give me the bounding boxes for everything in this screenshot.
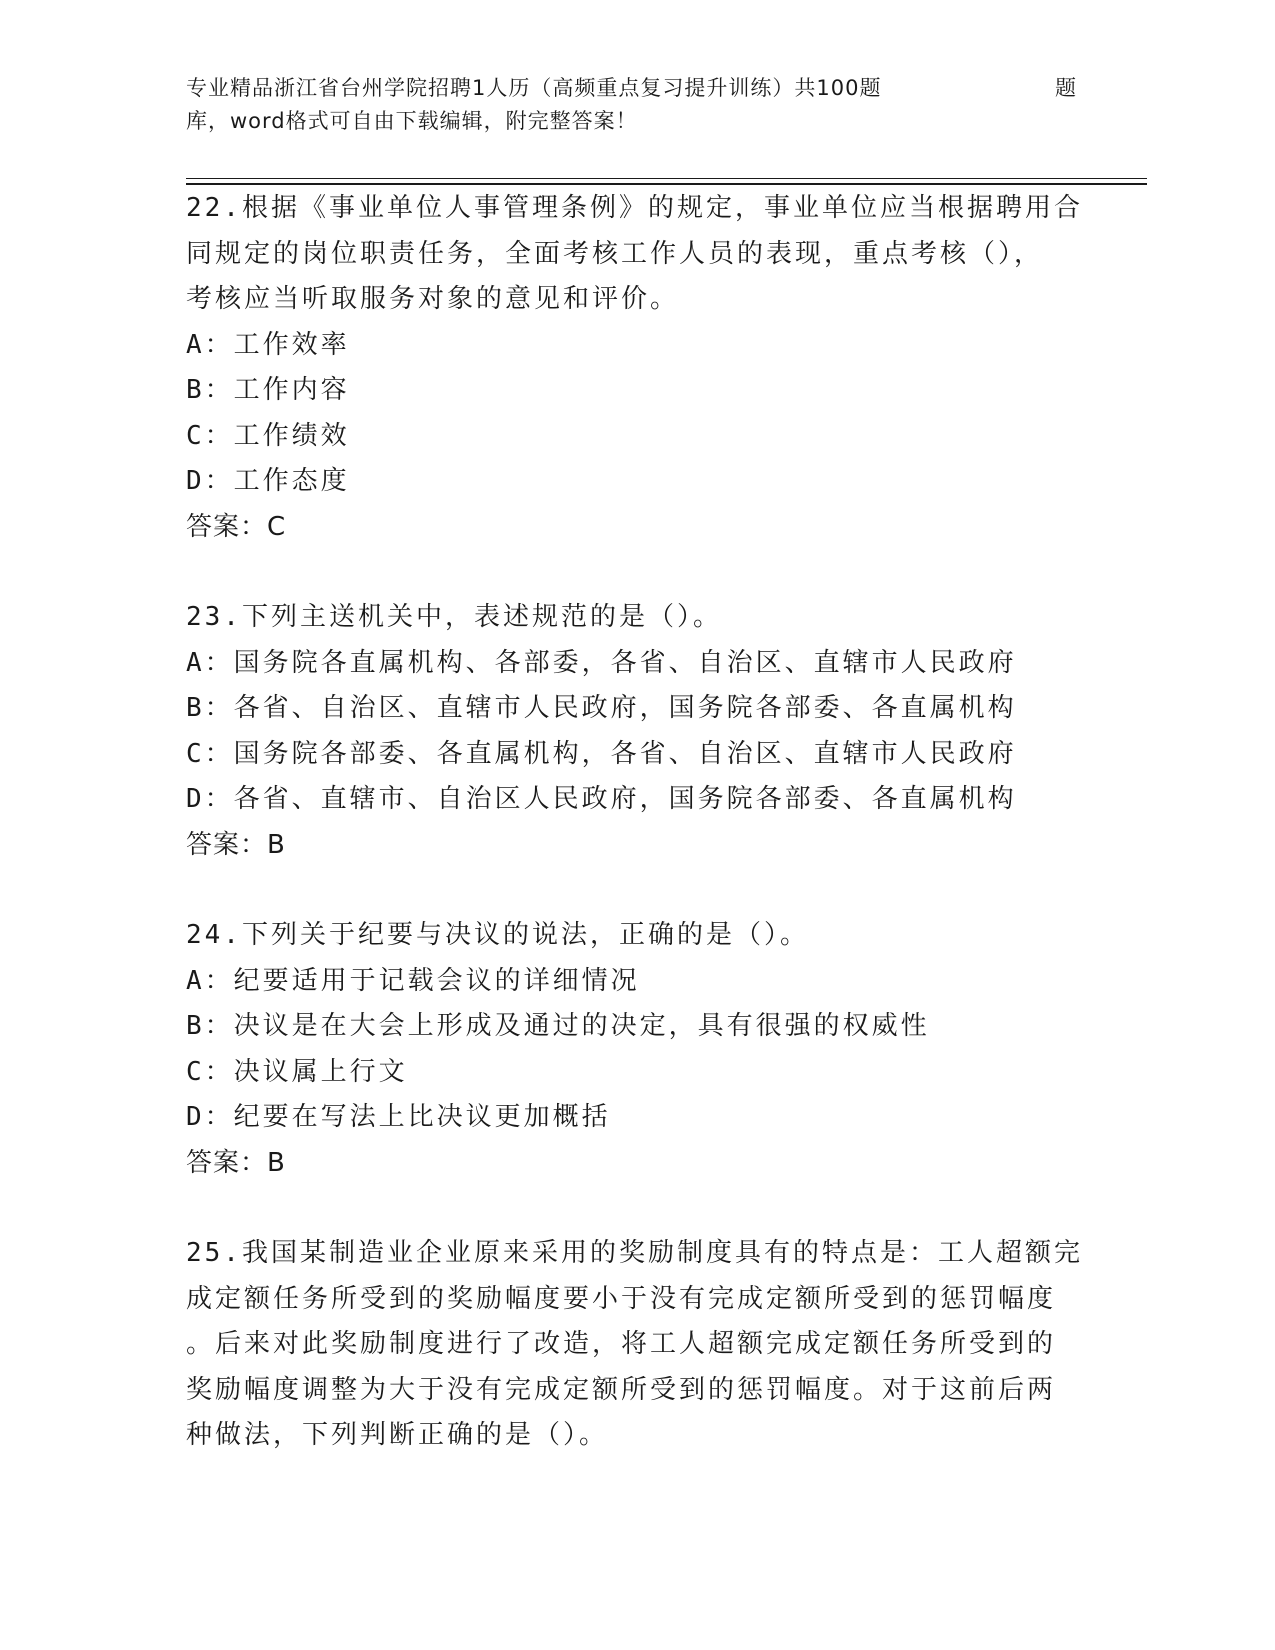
option-a: A：工作效率 bbox=[186, 329, 350, 360]
question-stem-line: 奖励幅度调整为大于没有完成定额所受到的惩罚幅度。对于这前后两 bbox=[186, 1374, 1057, 1405]
question-25 bbox=[186, 1231, 1106, 1459]
question-stem-line: 25.我国某制造业企业原来采用的奖励制度具有的特点是：工人超额完 bbox=[186, 1238, 1083, 1268]
option-d: D：各省、直辖市、自治区人民政府，国务院各部委、各直属机构 bbox=[186, 784, 1017, 814]
question-stem-line: 考核应当听取服务对象的意见和评价。 bbox=[186, 284, 680, 314]
option-c: C：决议属上行文 bbox=[186, 1056, 408, 1087]
question-stem-line: 。后来对此奖励制度进行了改造，将工人超额完成定额任务所受到的 bbox=[186, 1329, 1057, 1359]
question-24 bbox=[186, 913, 1106, 1186]
spacer bbox=[186, 550, 1106, 595]
header-divider-thick bbox=[186, 183, 1147, 185]
page-header bbox=[186, 72, 1086, 138]
answer-line: 答案：C bbox=[186, 511, 287, 542]
question-stem-line: 22.根据《事业单位人事管理条例》的规定，事业单位应当根据聘用合 bbox=[186, 193, 1083, 223]
header-line-1-tail: 题 bbox=[1055, 76, 1077, 100]
option-b: B：各省、自治区、直辖市人民政府，国务院各部委、各直属机构 bbox=[186, 693, 1017, 723]
question-stem-line: 24.下列关于纪要与决议的说法，正确的是（）。 bbox=[186, 920, 809, 950]
option-a: A：国务院各直属机构、各部委，各省、自治区、直辖市人民政府 bbox=[186, 647, 1017, 678]
question-stem-line: 种做法，下列判断正确的是（）。 bbox=[186, 1420, 609, 1450]
spacer bbox=[186, 868, 1106, 913]
option-b: B：工作内容 bbox=[186, 375, 350, 405]
header-line-1: 专业精品浙江省台州学院招聘1人历（高频重点复习提升训练）共100题 bbox=[186, 76, 882, 100]
option-c: C：国务院各部委、各直属机构，各省、自治区、直辖市人民政府 bbox=[186, 738, 1017, 769]
question-22 bbox=[186, 186, 1106, 550]
option-a: A：纪要适用于记载会议的详细情况 bbox=[186, 965, 640, 996]
option-b: B：决议是在大会上形成及通过的决定，具有很强的权威性 bbox=[186, 1011, 930, 1041]
question-list bbox=[186, 186, 1106, 1459]
header-line-2: 库，word格式可自由下载编辑，附完整答案！ bbox=[186, 109, 638, 133]
question-23 bbox=[186, 595, 1106, 868]
spacer bbox=[186, 1186, 1106, 1231]
question-stem-line: 成定额任务所受到的奖励幅度要小于没有完成定额所受到的惩罚幅度 bbox=[186, 1283, 1057, 1314]
option-c: C：工作绩效 bbox=[186, 420, 350, 451]
answer-line: 答案：B bbox=[186, 1147, 286, 1178]
question-stem-line: 23.下列主送机关中，表述规范的是（）。 bbox=[186, 602, 722, 632]
question-stem-line: 同规定的岗位职责任务，全面考核工作人员的表现，重点考核（）， bbox=[186, 238, 1044, 269]
option-d: D：纪要在写法上比决议更加概括 bbox=[186, 1102, 611, 1132]
answer-line: 答案：B bbox=[186, 829, 286, 860]
header-divider-thin bbox=[186, 178, 1147, 179]
option-d: D：工作态度 bbox=[186, 466, 350, 496]
